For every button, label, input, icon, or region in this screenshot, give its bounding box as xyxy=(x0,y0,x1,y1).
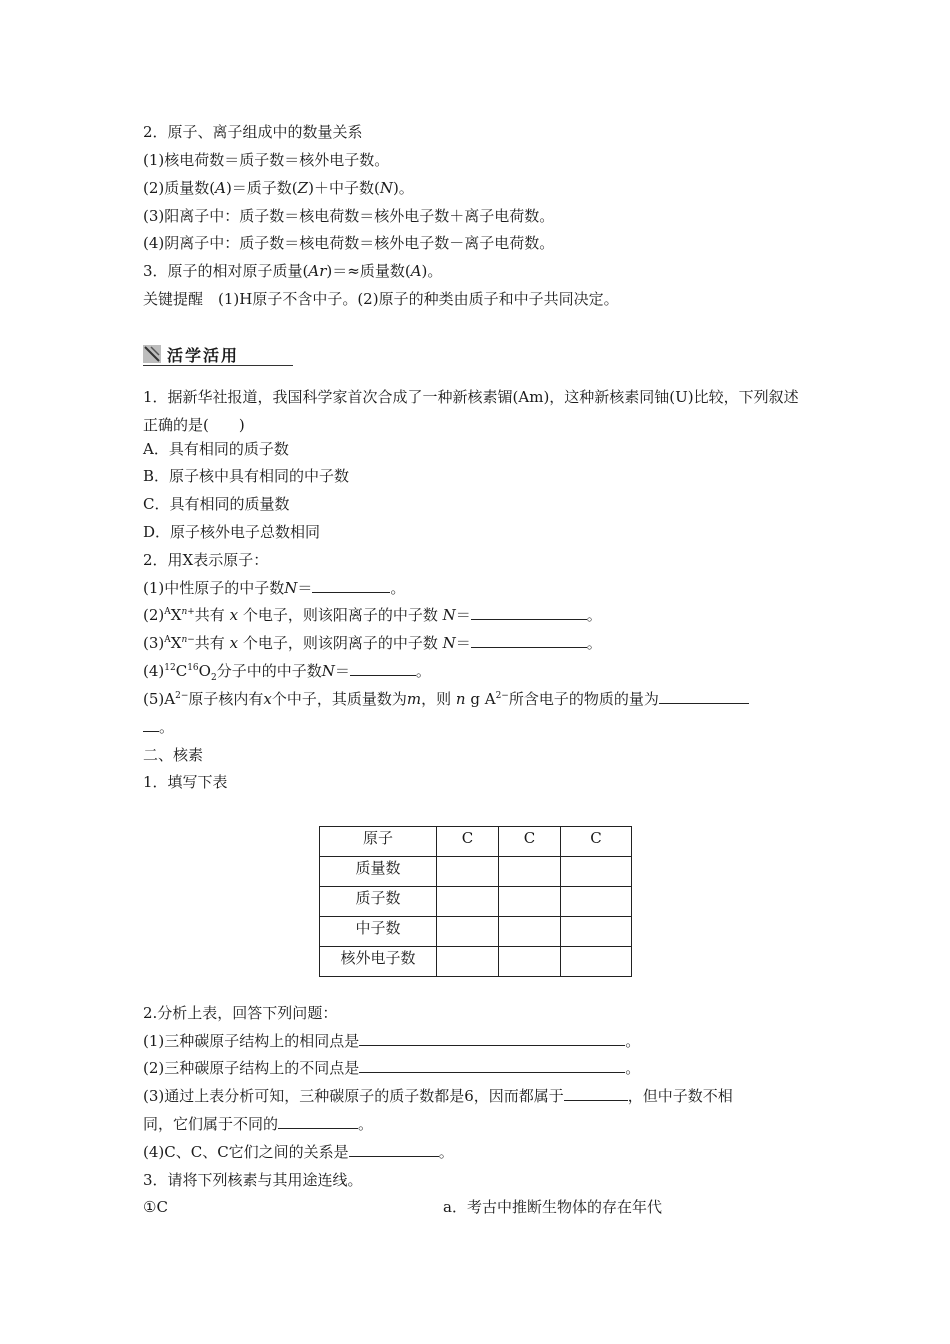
answer-blank[interactable] xyxy=(659,689,749,704)
part2-heading: 二、核素 xyxy=(143,746,204,764)
q1-option-d: D．原子核外电子总数相同 xyxy=(143,523,321,541)
table-header-row xyxy=(320,827,632,857)
q2-sub-5-cont: 。 xyxy=(143,717,174,737)
table-row xyxy=(320,857,632,887)
table-row xyxy=(320,947,632,977)
q1-option-b: B．原子核中具有相同的中子数 xyxy=(143,467,350,485)
analysis-q4: (4)C、C、C它们之间的关系是 。 xyxy=(143,1143,454,1161)
table-cell[interactable] xyxy=(437,887,499,917)
table-cell[interactable] xyxy=(499,857,561,887)
table-header-cell: C xyxy=(561,827,632,857)
q3-left-item[interactable]: ①C xyxy=(143,1198,168,1216)
analysis-q3: (3)通过上表分析可知，三种碳原子的质子数都是6，因而都属于 ，但中子数不相 xyxy=(143,1087,733,1105)
section-heading xyxy=(143,343,293,366)
table-cell[interactable] xyxy=(437,947,499,977)
answer-blank[interactable] xyxy=(312,578,390,593)
answer-blank[interactable] xyxy=(350,661,416,676)
answer-blank[interactable] xyxy=(564,1086,628,1101)
table-row-label: 中子数 xyxy=(320,917,437,947)
answer-blank[interactable] xyxy=(278,1114,358,1129)
rule-line-3: (3)阳离子中：质子数＝核电荷数＝核外电子数＋离子电荷数。 xyxy=(143,207,555,225)
table-header-cell: C xyxy=(499,827,561,857)
section-title: 活学活用 xyxy=(167,346,240,365)
rule-line-2: (2)质量数(A)＝质子数(Z)＋中子数(N)。 xyxy=(143,179,414,197)
table-cell[interactable] xyxy=(437,857,499,887)
table-cell[interactable] xyxy=(561,857,632,887)
answer-blank[interactable] xyxy=(143,717,159,732)
part2-fill-instruction: 1．填写下表 xyxy=(143,773,228,791)
q1-stem: 1．据新华社报道，我国科学家首次合成了一种新核素镅(Am)，这种新核素同铀(U)比较，下列叙述正确的是( ) xyxy=(143,388,799,434)
table-cell[interactable] xyxy=(561,887,632,917)
q2-sub-1: (1)中性原子的中子数N＝ 。 xyxy=(143,579,406,597)
answer-blank[interactable] xyxy=(471,633,587,648)
table-header-cell: 原子 xyxy=(320,827,437,857)
table-row-label: 核外电子数 xyxy=(320,947,437,977)
nuclide-table xyxy=(319,826,632,977)
q3-stem: 3．请将下列核素与其用途连线。 xyxy=(143,1171,363,1189)
table-cell[interactable] xyxy=(561,947,632,977)
table-cell[interactable] xyxy=(499,917,561,947)
table-row xyxy=(320,917,632,947)
q2-sub-2: $(2)^AX^{n+}$共有 x 个电子，则该阳离子的中子数 N＝ 。 xyxy=(143,606,602,624)
answer-blank[interactable] xyxy=(471,605,587,620)
table-row xyxy=(320,887,632,917)
table-header-cell: C xyxy=(437,827,499,857)
table-row-label: 质量数 xyxy=(320,857,437,887)
table-cell[interactable] xyxy=(437,917,499,947)
section-mark-icon xyxy=(143,345,161,363)
q2-sub-5: $(5)A^{2-}$原子核内有x个中子，其质量数为m，则 n g $A^{2-}$所含电子的物质的量为 xyxy=(143,689,749,709)
q2-stem: 2．用X表示原子： xyxy=(143,551,269,569)
key-tip: 关键提醒 (1)H原子不含中子。(2)原子的种类由质子和中子共同决定。 xyxy=(143,290,619,308)
answer-blank[interactable] xyxy=(359,1031,625,1046)
analysis-q3-cont: 同，它们属于不同的 。 xyxy=(143,1115,374,1133)
answer-blank[interactable] xyxy=(359,1058,625,1073)
analysis-q1: (1)三种碳原子结构上的相同点是 。 xyxy=(143,1032,641,1050)
heading-relative-atomic-mass: 3．原子的相对原子质量(Ar)＝≈质量数(A)。 xyxy=(143,262,443,280)
q2-sub-4: $(4)^{12}C^{16}O_2$分子中的中子数N＝ 。 xyxy=(143,662,431,683)
rule-line-1: (1)核电荷数＝质子数＝核外电子数。 xyxy=(143,151,390,169)
analysis-q2: (2)三种碳原子结构上的不同点是 。 xyxy=(143,1059,641,1077)
q2-sub-3: $(3)^AX^{n-}$共有 x 个电子，则该阴离子的中子数 N＝ 。 xyxy=(143,634,602,652)
answer-blank[interactable] xyxy=(349,1142,439,1157)
table-cell[interactable] xyxy=(561,917,632,947)
analysis-title: 2.分析上表，回答下列问题： xyxy=(143,1004,338,1022)
rule-line-4: (4)阴离子中：质子数＝核电荷数＝核外电子数－离子电荷数。 xyxy=(143,234,555,252)
table-cell[interactable] xyxy=(499,887,561,917)
heading-quantity-relations: 2．原子、离子组成中的数量关系 xyxy=(143,123,363,141)
q3-right-item[interactable]: a．考古中推断生物体的存在年代 xyxy=(443,1198,662,1216)
q1-option-c: C．具有相同的质量数 xyxy=(143,495,290,513)
q1-option-a: A．具有相同的质子数 xyxy=(143,440,289,458)
table-cell[interactable] xyxy=(499,947,561,977)
table-row-label: 质子数 xyxy=(320,887,437,917)
